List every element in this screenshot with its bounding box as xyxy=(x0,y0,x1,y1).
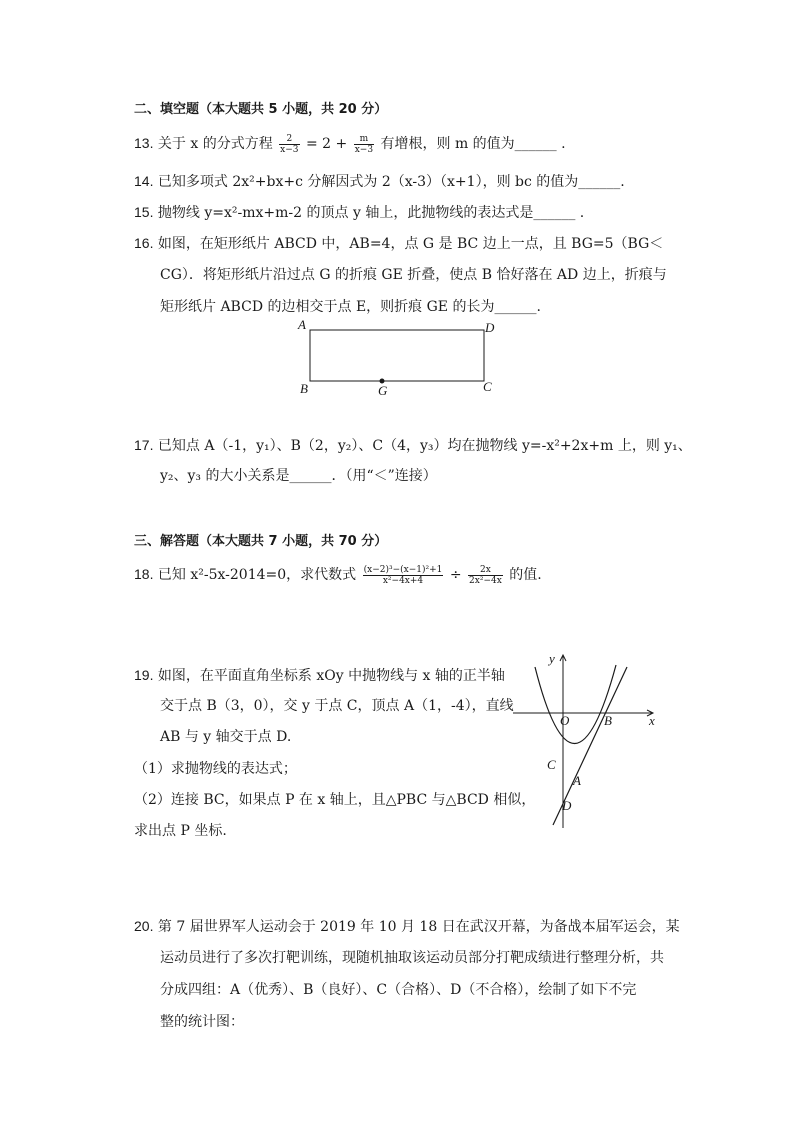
question-19-line3: AB 与 y 轴交于点 D. xyxy=(160,729,292,745)
rectangle-abcd xyxy=(310,330,484,381)
fraction-denominator: x²−4x+4 xyxy=(382,575,424,586)
question-number: 13. xyxy=(134,135,154,151)
question-15 xyxy=(134,202,584,223)
fraction-numerator: m xyxy=(354,134,374,145)
question-14 xyxy=(134,171,625,192)
coordinate-graph xyxy=(505,645,665,835)
question-number: 14. xyxy=(134,173,154,189)
question-number: 18. xyxy=(134,566,154,582)
fraction-numerator: 2x xyxy=(468,565,503,576)
label-c: C xyxy=(483,379,492,394)
question-text-end: 的值. xyxy=(509,567,542,583)
label-a: A xyxy=(298,317,306,332)
question-19-line2: 交于点 B（3，0），交 y 于点 C，顶点 A（1，-4），直线 xyxy=(160,698,514,714)
question-text: 抛物线 y=x²-mx+m-2 的顶点 y 轴上，此抛物线的表达式是______ . xyxy=(157,205,585,221)
question-20-line4: 整的统计图： xyxy=(160,1014,244,1030)
fraction xyxy=(354,134,374,155)
question-text-line1: 如图，在矩形纸片 ABCD 中，AB=4，点 G 是 BC 边上一点，且 BG=5（BG＜ xyxy=(157,236,664,252)
question-text-line1: 如图，在平面直角坐标系 xOy 中抛物线与 x 轴的正半轴 xyxy=(157,668,505,684)
question-number: 17. xyxy=(134,437,154,453)
question-20-line3: 分成四组：A（优秀）、B（良好）、C（合格）、D（不合格），绘制了如下不完 xyxy=(160,982,637,998)
label-d: D xyxy=(562,798,572,813)
fraction-denominator: x−3 xyxy=(280,144,299,155)
question-text: 已知多项式 2x²+bx+c 分解因式为 2（x-3）（x+1），则 bc 的值为______. xyxy=(157,174,625,190)
question-20-line2: 运动员进行了多次打靶训练，现随机抽取该运动员部分打靶成绩进行整理分析，共 xyxy=(160,950,664,966)
label-c: C xyxy=(547,757,556,772)
question-number: 15. xyxy=(134,204,154,220)
label-d: D xyxy=(485,320,495,335)
question-number: 20. xyxy=(134,918,154,934)
label-x: x xyxy=(649,713,655,728)
section-heading-fill-in: 二、填空题（本大题共 5 小题，共 20 分） xyxy=(134,102,388,117)
question-text-line1: 已知点 A（-1，y₁）、B（2，y₂）、C（4，y₃）均在抛物线 y=-x²+2x+m 上，则 y₁、 xyxy=(157,438,692,454)
question-18 xyxy=(134,564,542,586)
fraction-numerator: (x−2)³−(x−1)²+1 xyxy=(363,564,443,575)
parabola-curve xyxy=(535,665,616,744)
question-17-line2: y₂、y₃ 的大小关系是______．（用“＜”连接） xyxy=(160,468,437,484)
fraction xyxy=(363,565,444,586)
fraction xyxy=(279,134,299,155)
question-number: 19. xyxy=(134,667,154,683)
label-a: A xyxy=(573,773,581,788)
question-16-line3: 矩形纸片 ABCD 的边相交于点 E，则折痕 GE 的长为______. xyxy=(160,299,541,315)
fraction-numerator: 2 xyxy=(279,134,299,145)
question-19 xyxy=(134,665,505,686)
label-b: B xyxy=(604,713,612,728)
question-19-part2: （2）连接 BC，如果点 P 在 x 轴上，且△PBC 与△BCD 相似， xyxy=(134,792,536,808)
question-20 xyxy=(134,916,680,937)
rectangle-figure xyxy=(290,315,510,400)
label-o: O xyxy=(560,713,570,728)
fraction-denominator: x−3 xyxy=(354,144,374,155)
question-text-end: 有增根，则 m 的值为______ . xyxy=(380,136,566,152)
question-19-part3: 求出点 P 坐标. xyxy=(134,823,227,839)
question-16-line2: CG）．将矩形纸片沿过点 G 的折痕 GE 折叠，使点 B 恰好落在 AD 边上，折痕与 xyxy=(160,267,667,283)
question-16 xyxy=(134,233,663,254)
label-g: G xyxy=(378,383,388,398)
label-y: y xyxy=(549,651,555,666)
question-text: 已知 x²-5x-2014=0，求代数式 xyxy=(157,567,357,583)
equation-middle: = 2 + xyxy=(305,136,348,152)
section-heading-solutions: 三、解答题（本大题共 7 小题，共 70 分） xyxy=(134,534,388,549)
question-13 xyxy=(134,133,566,155)
question-19-part1: （1）求抛物线的表达式； xyxy=(134,761,297,777)
fraction xyxy=(468,565,503,586)
question-number: 16. xyxy=(134,235,154,251)
fraction-denominator: 2x²−4x xyxy=(469,575,502,586)
division-operator: ÷ xyxy=(449,567,462,583)
question-text-line1: 第 7 届世界军人运动会于 2019 年 10 月 18 日在武汉开幕，为备战本届军运会，某 xyxy=(157,919,680,935)
question-text: 关于 x 的分式方程 xyxy=(157,136,273,152)
question-17 xyxy=(134,435,692,456)
label-b: B xyxy=(300,381,308,396)
